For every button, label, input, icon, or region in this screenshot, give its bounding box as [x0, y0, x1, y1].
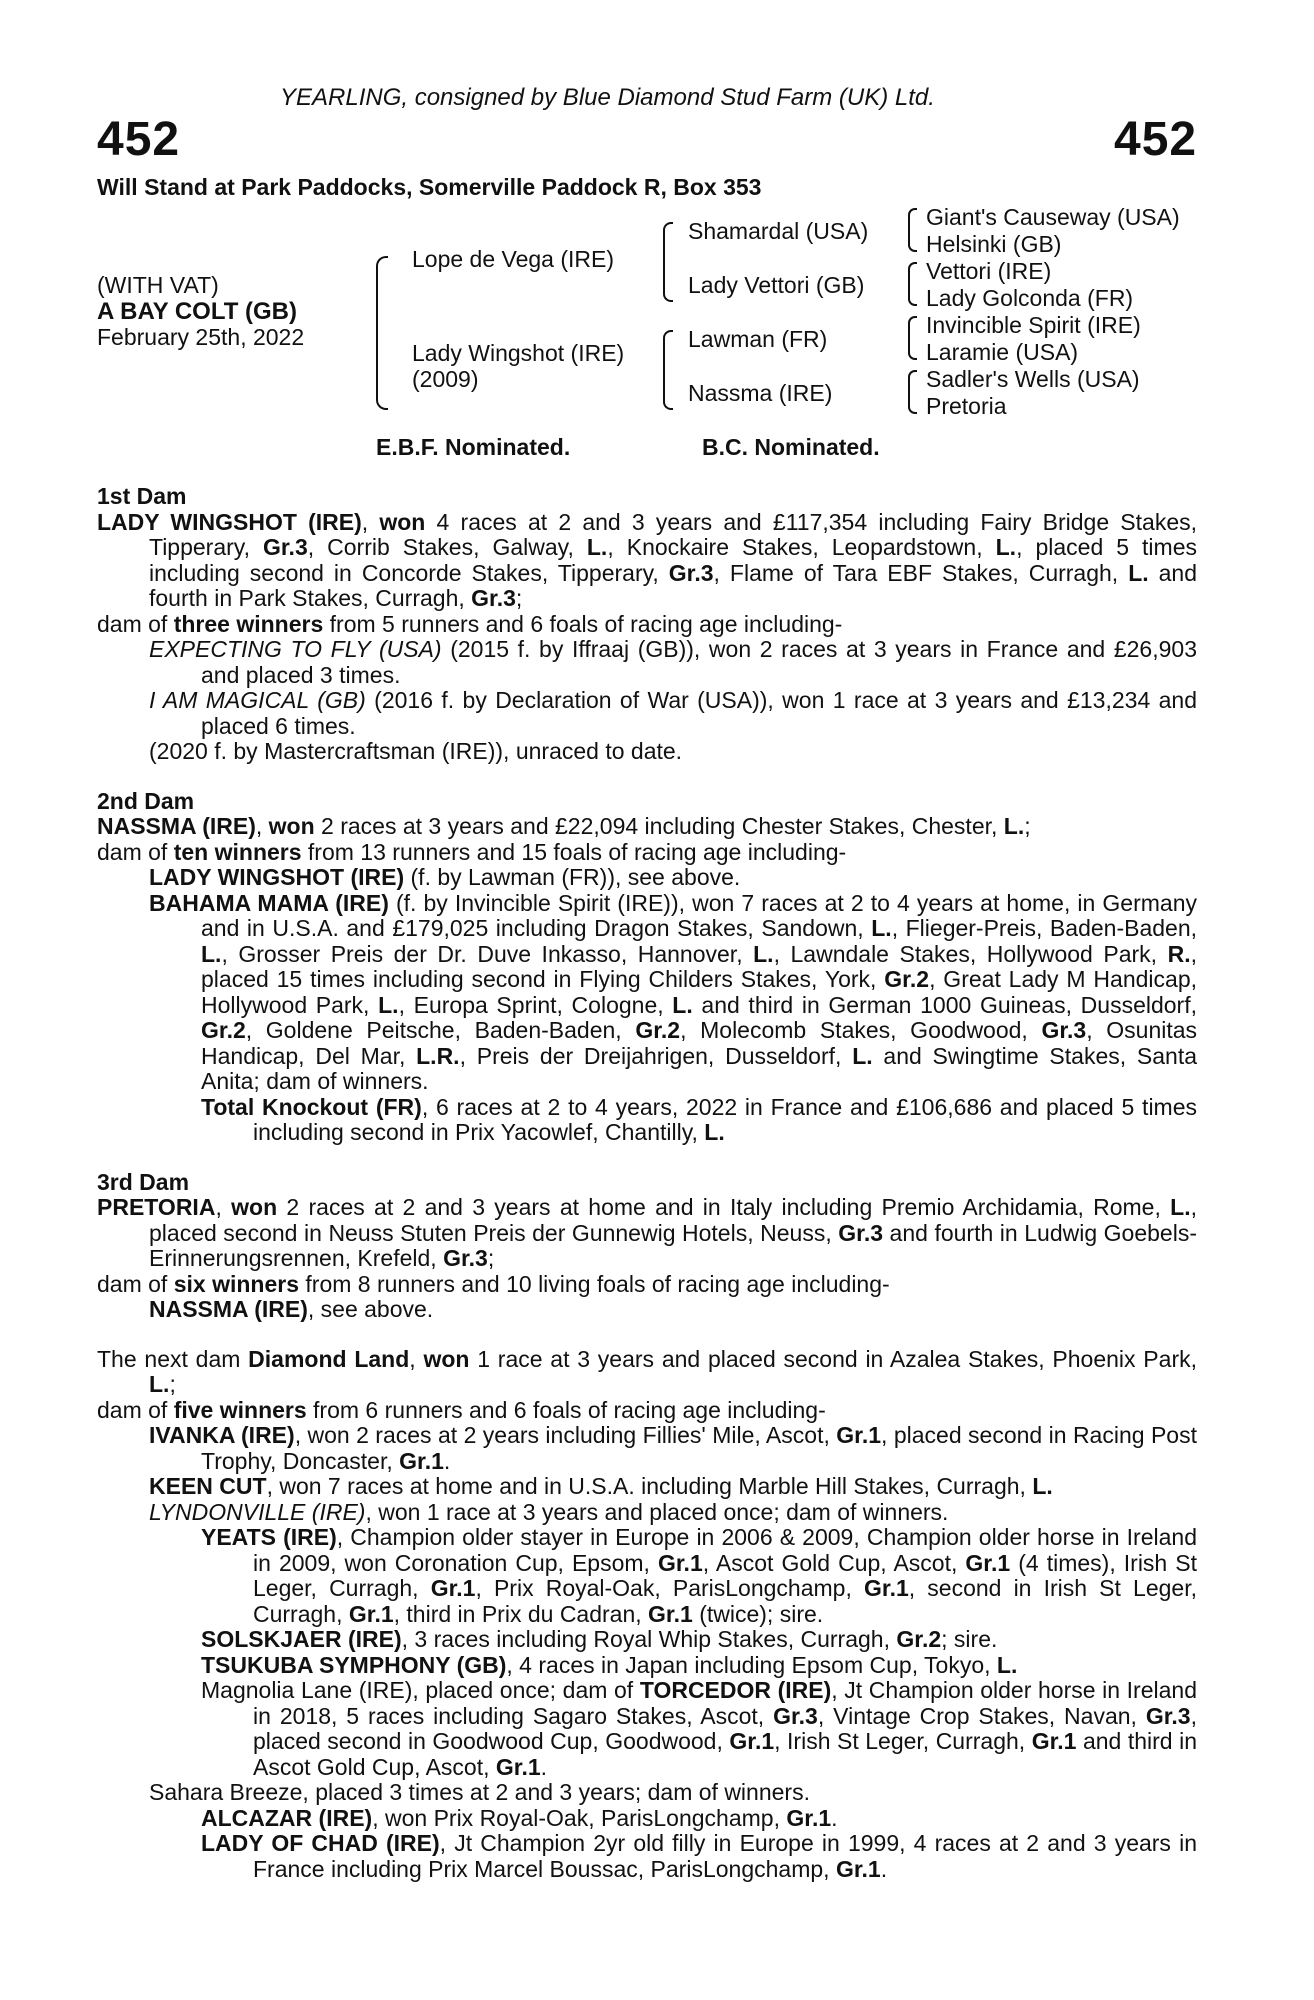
- consignment-line: YEARLING, consigned by Blue Diamond Stud Farm (UK) Ltd.: [280, 84, 935, 111]
- sire-brace: [663, 222, 673, 302]
- produce-bahama-mama: BAHAMA MAMA (IRE) (f. by Invincible Spirit (IRE)), won 7 races at 2 to 4 years at home, in Germany and in U.S.A. and £179,025 including Dragon Stakes, Sandown, L., Flieger-Preis, Baden-Baden, L., Grosser Preis der Dr. Duve Inkasso, Hannover, L., Lawndale Stakes, Hollywood Park, R., placed 15 times including second in Flying Childers Stakes, York, Gr.2, Great Lady M Handicap, Hollywood Park, L., Europa Sprint, Cologne, L. and third in German 1000 Guineas, Dusseldorf, Gr.2, Goldene Peitsche, Baden-Baden, Gr.2, Molecomb Stakes, Goodwood, Gr.3, Osunitas Handicap, Del Mar, L.R., Preis der Dreijahrigen, Dusseldorf, L. and Swingtime Stakes, Santa Anita; dam of winners.: [149, 889, 1198, 1094]
- lot-number-right: 452: [1114, 113, 1198, 166]
- produce-tsukuba-symphony: TSUKUBA SYMPHONY (GB), 4 races in Japan including Epsom Cup, Tokyo, L.: [201, 1651, 1018, 1678]
- horse-name: A BAY COLT (GB): [97, 298, 298, 325]
- dam-brace: [663, 330, 673, 410]
- dam-dam: Nassma (IRE): [688, 380, 833, 406]
- produce-lady-wingshot: LADY WINGSHOT (IRE) (f. by Lawman (FR)), see above.: [149, 864, 741, 890]
- produce-expecting-to-fly: EXPECTING TO FLY (USA) (2015 f. by Iffraaj (GB)), won 2 races at 3 years in France and £26,903 and placed 3 times.: [149, 636, 1197, 688]
- third-dam-produce-summary: dam of six winners from 8 runners and 10 living foals of racing age including-: [97, 1270, 890, 1297]
- next-dam-produce-summary: dam of five winners from 6 runners and 6 foals of racing age including-: [97, 1396, 826, 1423]
- third-dam-record: PRETORIA, won 2 races at 2 and 3 years at home and in Italy including Premio Archidamia, Rome, L., placed second in Neuss Stuten Preis der Gunnewig Hotels, Neuss, Gr.3 and fourth in Ludwig Goebels-Erinnerungsrennen, Krefeld, Gr.3;: [97, 1194, 1197, 1271]
- ped-dsd: Laramie (USA): [926, 339, 1079, 365]
- first-dam-heading: 1st Dam: [97, 483, 187, 509]
- brace-3b: [908, 262, 917, 306]
- dam-sire: Lawman (FR): [688, 326, 828, 352]
- produce-i-am-magical: I AM MAGICAL (GB) (2016 f. by Declaration of War (USA)), won 1 race at 3 years and £13,234 and placed 6 times.: [149, 687, 1197, 739]
- ped-sss: Giant's Causeway (USA): [926, 204, 1180, 230]
- second-dam-heading: 2nd Dam: [97, 787, 195, 814]
- ped-dds: Sadler's Wells (USA): [926, 366, 1140, 392]
- produce-magnolia-lane: Magnolia Lane (IRE), placed once; dam of TORCEDOR (IRE), Jt Champion older horse in Ireland in 2018, 5 races including Sagaro Stakes, Ascot, Gr.3, Vintage Crop Stakes, Navan, Gr.3, placed second in Goodwood Cup, Goodwood, Gr.1, Irish St Leger, Curragh, Gr.1 and third in Ascot Gold Cup, Ascot, Gr.1.: [201, 1677, 1197, 1780]
- sire-sire: Shamardal (USA): [688, 218, 869, 244]
- produce-total-knockout: Total Knockout (FR), 6 races at 2 to 4 years, 2022 in France and £106,686 and placed 5 times including second in Prix Yacowlef, Chantilly, L.: [201, 1093, 1198, 1145]
- first-dam-produce-summary: dam of three winners from 5 runners and 6 foals of racing age including-: [97, 610, 843, 637]
- foaling-date: February 25th, 2022: [97, 324, 305, 350]
- bc-nominated: B.C. Nominated.: [702, 434, 880, 460]
- ped-sdd: Lady Golconda (FR): [926, 285, 1134, 311]
- brace-3d: [908, 370, 917, 414]
- ped-dss: Invincible Spirit (IRE): [926, 312, 1141, 338]
- produce-keen-cut: KEEN CUT, won 7 races at home and in U.S.A. including Marble Hill Stakes, Curragh, L.: [149, 1473, 1053, 1499]
- ped-ddd: Pretoria: [926, 393, 1007, 419]
- catalogue-body: [97, 484, 1197, 1882]
- produce-lyndonville: LYNDONVILLE (IRE), won 1 race at 3 years and placed once; dam of winners.: [149, 1498, 949, 1525]
- produce-2020-foal: (2020 f. by Mastercraftsman (IRE)), unraced to date.: [149, 738, 683, 764]
- first-dam-record: LADY WINGSHOT (IRE), won 4 races at 2 and 3 years and £117,354 including Fairy Bridge Stakes, Tipperary, Gr.3, Corrib Stakes, Galway, L., Knockaire Stakes, Leopardstown, L., placed 5 times including second in Concorde Stakes, Tipperary, Gr.3, Flame of Tara EBF Stakes, Curragh, L. and fourth in Park Stakes, Curragh, Gr.3;: [97, 508, 1198, 611]
- ped-sds: Vettori (IRE): [926, 258, 1052, 284]
- produce-nassma: NASSMA (IRE), see above.: [149, 1296, 434, 1322]
- produce-ivanka: IVANKA (IRE), won 2 races at 2 years including Fillies' Mile, Ascot, Gr.1, placed second in Racing Post Trophy, Doncaster, Gr.1.: [149, 1422, 1197, 1474]
- produce-alcazar: ALCAZAR (IRE), won Prix Royal-Oak, ParisLongchamp, Gr.1.: [201, 1804, 838, 1831]
- third-dam-heading: 3rd Dam: [97, 1168, 190, 1195]
- produce-yeats: YEATS (IRE), Champion older stayer in Europe in 2006 & 2009, Champion older horse in Ireland in 2009, won Coronation Cup, Epsom, Gr.1, Ascot Gold Cup, Ascot, Gr.1 (4 times), Irish St Leger, Curragh, Gr.1, Prix Royal-Oak, ParisLongchamp, Gr.1, second in Irish St Leger, Curragh, Gr.1, third in Prix du Cadran, Gr.1 (twice); sire.: [201, 1524, 1197, 1627]
- sire-dam: Lady Vettori (GB): [688, 272, 865, 298]
- second-dam-record: NASSMA (IRE), won 2 races at 3 years and £22,094 including Chester Stakes, Chester, L.;: [97, 813, 1031, 839]
- pedigree-brace: [376, 256, 388, 410]
- brace-3a: [908, 208, 917, 252]
- next-dam-record: The next dam Diamond Land, won 1 race at 3 years and placed second in Azalea Stakes, Phoenix Park, L.;: [97, 1345, 1197, 1397]
- brace-3c: [908, 316, 917, 360]
- ebf-nominated: E.B.F. Nominated.: [376, 434, 571, 460]
- second-dam-produce-summary: dam of ten winners from 13 runners and 15 foals of racing age including-: [97, 838, 847, 865]
- stand-location: Will Stand at Park Paddocks, Somerville Paddock R, Box 353: [97, 174, 762, 200]
- ped-ssd: Helsinki (GB): [926, 231, 1062, 257]
- dam-name: Lady Wingshot (IRE): [412, 340, 625, 366]
- sire-name: Lope de Vega (IRE): [412, 246, 615, 272]
- lot-number-left: 452: [97, 113, 181, 166]
- produce-solskjaer: SOLSKJAER (IRE), 3 races including Royal Whip Stakes, Curragh, Gr.2; sire.: [201, 1626, 998, 1652]
- dam-year: (2009): [412, 366, 479, 392]
- produce-sahara-breeze: Sahara Breeze, placed 3 times at 2 and 3 years; dam of winners.: [149, 1779, 810, 1805]
- produce-lady-of-chad: LADY OF CHAD (IRE), Jt Champion 2yr old filly in Europe in 1999, 4 races at 2 and 3 years in France including Prix Marcel Boussac, ParisLongchamp, Gr.1.: [201, 1830, 1197, 1882]
- vat-label: (WITH VAT): [97, 272, 219, 298]
